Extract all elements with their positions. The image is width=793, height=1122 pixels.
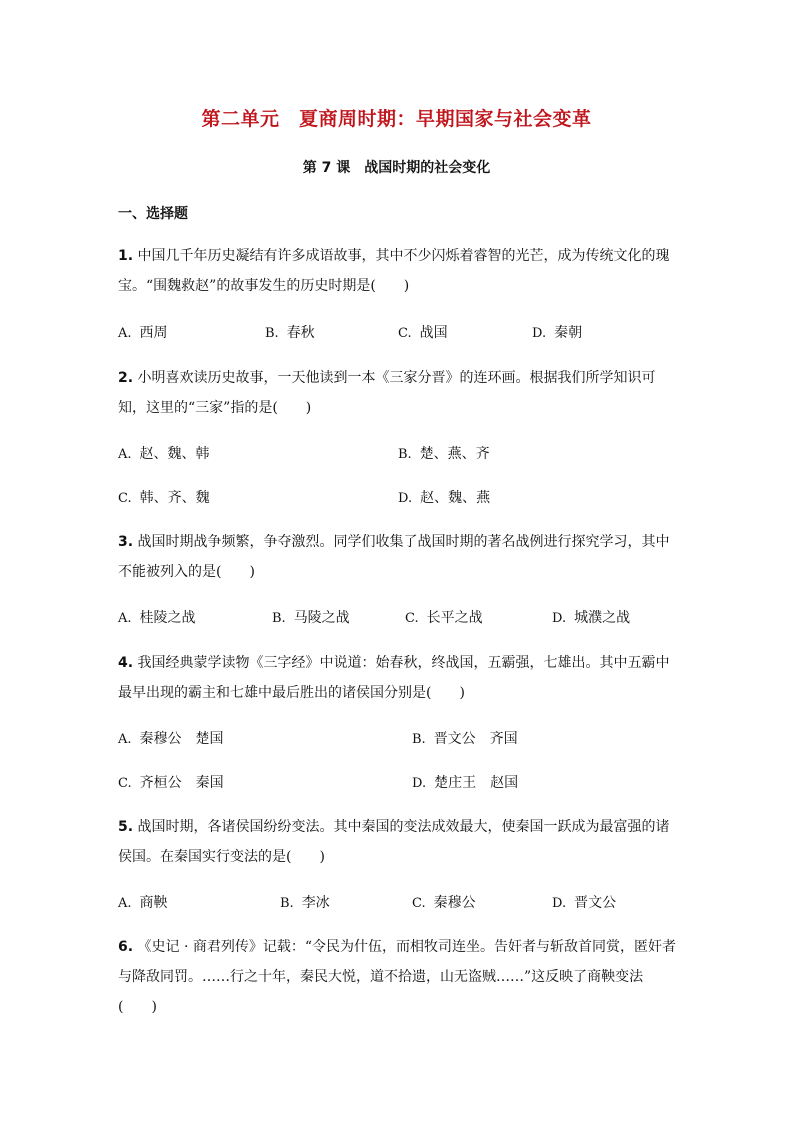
option-text: 马陵之战 [293,610,350,626]
option-a[interactable] [118,443,210,463]
question-text: 战国时期，各诸侯国纷纷变法。其中秦国的变法成效最大，使秦国一跃成为最富强的诸侯国。在秦国实行变法的是( ) [118,819,670,865]
option-b[interactable] [280,892,330,912]
section-title: 一、选择题 [118,206,188,222]
question-number: 2. [118,370,134,386]
option-c[interactable] [398,322,448,342]
option-a[interactable] [118,728,224,748]
question-text: 战国时期战争频繁，争夺激烈。同学们收集了战国时期的著名战例进行探究学习，其中不能被列入的是( ) [118,534,670,580]
option-text: 春秋 [286,325,315,341]
option-text: 楚、燕、齐 [419,446,490,462]
question-1-stem [118,241,678,301]
option-label: B. [265,326,279,341]
option-label: A. [118,732,132,747]
option-text: 城濮之战 [574,610,631,626]
option-label: D. [532,326,547,341]
option-label: B. [272,611,286,626]
option-label: A. [118,896,132,911]
option-label: C. [398,326,412,341]
question-text: 中国几千年历史凝结有许多成语故事，其中不少闪烁着睿智的光芒，成为传统文化的瑰宝。“围魏救赵”的故事发生的历史时期是( ) [118,248,670,294]
option-label: C. [412,896,426,911]
option-d[interactable] [398,487,490,507]
option-text: 战国 [419,325,448,341]
lesson-title: 第 7 课 战国时期的社会变化 [302,160,491,176]
option-text: 长平之战 [426,610,483,626]
option-b[interactable] [265,322,315,342]
option-label: D. [552,896,567,911]
question-number: 6. [118,939,134,955]
question-number: 5. [118,819,134,835]
option-text: 桂陵之战 [139,610,196,626]
option-a[interactable] [118,322,168,342]
option-c[interactable] [118,772,224,792]
option-text: 赵、魏、燕 [420,490,491,506]
option-b[interactable] [398,443,490,463]
question-2-stem [118,363,678,423]
question-6-stem [118,932,678,1022]
option-text: 秦穆公 楚国 [139,731,224,747]
question-5-stem [118,812,678,872]
option-d[interactable] [552,607,630,627]
option-label: B. [398,447,412,462]
option-a[interactable] [118,607,196,627]
option-label: A. [118,611,132,626]
option-d[interactable] [532,322,582,342]
option-a[interactable] [118,892,168,912]
option-text: 楚庄王 赵国 [434,775,519,791]
option-text: 晋文公 [574,895,617,911]
question-text: 小明喜欢读历史故事，一天他读到一本《三家分晋》的连环画。根据我们所学知识可知，这里的“三家”指的是( ) [118,370,656,416]
option-d[interactable] [552,892,616,912]
option-label: D. [552,611,567,626]
option-label: A. [118,326,132,341]
option-text: 西周 [139,325,168,341]
option-c[interactable] [118,487,210,507]
option-label: B. [280,896,294,911]
option-label: C. [118,776,132,791]
option-text: 李冰 [301,895,330,911]
question-text: 《史记 · 商君列传》记载：“令民为什伍，而相牧司连坐。告奸者与斩敌首同赏，匿奸者与降敌同罚。……行之十年，秦民大悦，道不拾遗，山无盗贼……”这反映了商鞅变法( ) [118,939,677,1015]
question-4-stem [118,648,678,708]
option-label: D. [398,491,413,506]
unit-title: 第二单元 夏商周时期：早期国家与社会变革 [201,108,592,130]
question-number: 1. [118,248,134,264]
question-number: 4. [118,655,134,671]
option-text: 齐桓公 秦国 [139,775,224,791]
option-text: 秦朝 [554,325,583,341]
option-label: C. [405,611,419,626]
option-label: A. [118,447,132,462]
option-b[interactable] [272,607,350,627]
option-label: D. [412,776,427,791]
option-d[interactable] [412,772,518,792]
option-c[interactable] [405,607,483,627]
option-text: 韩、齐、魏 [139,490,210,506]
question-3-stem [118,527,678,587]
option-b[interactable] [412,728,518,748]
option-label: C. [118,491,132,506]
option-text: 秦穆公 [433,895,476,911]
option-label: B. [412,732,426,747]
option-text: 赵、魏、韩 [139,446,210,462]
question-number: 3. [118,534,134,550]
option-text: 晋文公 齐国 [433,731,518,747]
option-c[interactable] [412,892,476,912]
option-text: 商鞅 [139,895,168,911]
question-text: 我国经典蒙学读物《三字经》中说道：始春秋，终战国，五霸强，七雄出。其中五霸中最早出现的霸主和七雄中最后胜出的诸侯国分别是( ) [118,655,670,701]
